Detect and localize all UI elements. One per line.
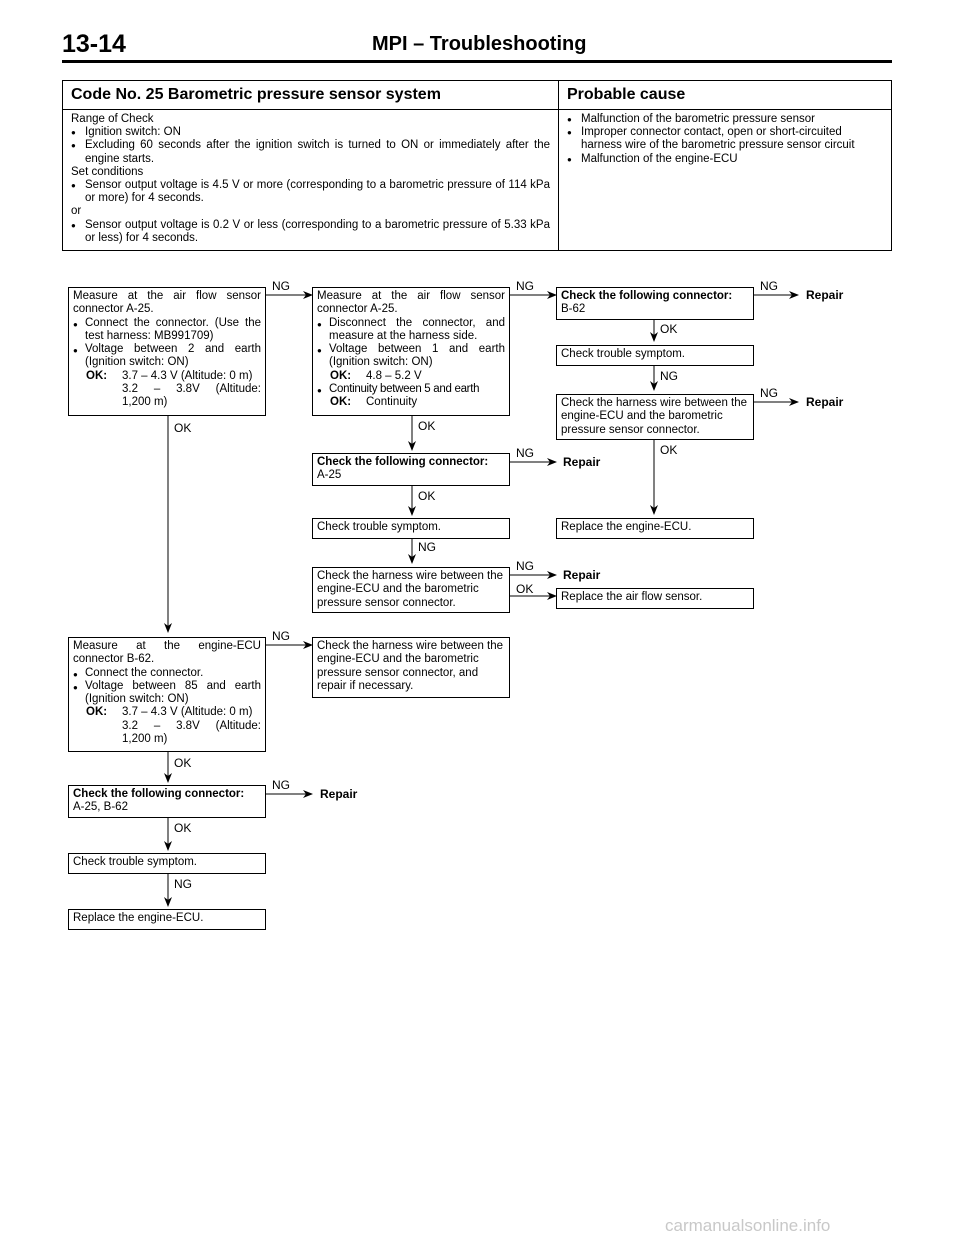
box-sub: A-25 [317, 469, 342, 482]
box-sub: B-62 [561, 303, 586, 316]
ok-spec [73, 370, 261, 383]
flow-box-check-connector-a25 [312, 453, 510, 486]
ok-value: 3.7 – 4.3 V (Altitude: 0 m) [122, 369, 253, 382]
set-label: Set conditions [71, 165, 144, 178]
flow-box-measure-afs-harness [312, 287, 510, 416]
box-title: Measure at the air flow sensor connector A-25. [317, 290, 505, 316]
box-title: Measure at the engine-ECU connector B-62. [73, 640, 261, 666]
set-item: ● Sensor output voltage is 4.5 V or more (corresponding to a barometric pressure of 114 kPa or more) for 4 seconds. [71, 179, 550, 205]
flow-box-check-harness: Check the harness wire between the engine-ECU and the barometric pressure sensor connector. [312, 567, 510, 613]
flow-box-measure-ecu [68, 637, 266, 752]
range-item: ● Excluding 60 seconds after the ignition switch is turned to ON or immediately after the engine starts. [71, 139, 550, 165]
ok-label: OK [174, 821, 192, 835]
ng-label: NG [272, 629, 290, 643]
flow-box-check-symptom: Check trouble symptom. [68, 853, 266, 874]
set-item: ● Sensor output voltage is 0.2 V or less (corresponding to a barometric pressure of 5.33 kPa or less) for 4 seconds. [71, 219, 550, 245]
repair-label: Repair [563, 568, 601, 582]
ng-label: NG [516, 559, 534, 573]
flow-box-replace-ecu: Replace the engine-ECU. [68, 909, 266, 930]
ok-value: 1,200 m) [122, 733, 168, 746]
watermark: carmanualsonline.info [665, 1216, 831, 1235]
flow-box-check-connector-b62 [556, 287, 754, 320]
ok-label: OK [418, 419, 436, 433]
ng-label: NG [418, 540, 436, 554]
ok-value: Continuity [366, 396, 418, 409]
box-item: ● Voltage between 2 and earth (Ignition switch: ON) [73, 343, 261, 370]
ok-label: OK [660, 322, 678, 336]
cause-item: ● Improper connector contact, open or short-circuited harness wire of the barometric pressure sensor circuit [567, 126, 883, 152]
ok-label: OK [174, 756, 192, 770]
box-item: ● Voltage between 85 and earth (Ignition switch: ON) [73, 680, 261, 707]
ok-value: 4.8 – 5.2 V [366, 369, 422, 382]
box-sub: A-25, B-62 [73, 801, 128, 814]
ok-spec-cont [73, 720, 261, 733]
ng-label: NG [174, 877, 192, 891]
ok-spec [317, 370, 505, 383]
ok-value: 3.7 – 4.3 V (Altitude: 0 m) [122, 706, 253, 719]
repair-label: Repair [320, 787, 358, 801]
box-title: Check the following connector: [317, 456, 489, 468]
ok-spec [317, 396, 505, 409]
flow-box-check-harness: Check the harness wire between the engine-ECU and the barometric pressure sensor connector. [556, 394, 754, 440]
ok-key: OK: [86, 369, 108, 382]
repair-label: Repair [563, 455, 601, 469]
ng-label: NG [760, 386, 778, 400]
ok-value: 3.2 – 3.8V (Altitude: [122, 719, 261, 732]
cause-item: ● Malfunction of the engine-ECU [567, 153, 883, 166]
ok-label: OK [174, 421, 192, 435]
ng-label: NG [272, 778, 290, 792]
ok-value: 3.2 – 3.8V (Altitude: [122, 383, 261, 396]
flow-box-measure-afs [68, 287, 266, 416]
box-item: ● Voltage between 1 and earth (Ignition switch: ON) [317, 343, 505, 370]
ok-label: OK [660, 443, 678, 457]
cause-item: ● Malfunction of the barometric pressure sensor [567, 113, 883, 126]
flow-box-check-symptom: Check trouble symptom. [556, 345, 754, 366]
flow-box-replace-afs: Replace the air flow sensor. [556, 588, 754, 609]
ok-key: OK: [330, 369, 352, 382]
repair-label: Repair [806, 288, 844, 302]
ng-label: NG [760, 279, 778, 293]
flow-box-check-harness-repair: Check the harness wire between the engine-ECU and the barometric pressure sensor connector, and repair if necessary. [312, 637, 510, 698]
ok-label: OK [418, 489, 436, 503]
flow-box-replace-ecu: Replace the engine-ECU. [556, 518, 754, 539]
ok-key: OK: [86, 706, 108, 719]
ok-key: OK: [330, 396, 352, 409]
box-title: Check the following connector: [561, 290, 733, 302]
table-header-cause: Probable cause [559, 81, 892, 110]
page-title: MPI – Troubleshooting [372, 33, 587, 55]
box-title: Check the following connector: [73, 788, 245, 800]
or-label: or [71, 205, 82, 218]
ng-label: NG [272, 279, 290, 293]
range-label: Range of Check [71, 113, 154, 125]
ng-label: NG [660, 369, 678, 383]
box-item: ● Connect the connector. (Use the test harness: MB991709) [73, 317, 261, 344]
box-item: ● Continuity between 5 and earth [317, 383, 505, 396]
box-item: ● Disconnect the connector, and measure at the harness side. [317, 317, 505, 344]
ok-label: OK [516, 582, 534, 596]
box-item: ● Connect the connector. [73, 667, 261, 680]
ok-spec-cont [73, 383, 261, 396]
ok-value: 1,200 m) [122, 396, 168, 409]
flow-box-check-connector-a25-b62 [68, 785, 266, 818]
ng-label: NG [516, 446, 534, 460]
box-title: Measure at the air flow sensor connector A-25. [73, 290, 261, 316]
ok-spec [73, 706, 261, 719]
ng-label: NG [516, 279, 534, 293]
repair-label: Repair [806, 395, 844, 409]
page-number: 13-14 [62, 30, 126, 58]
table-header-code: Code No. 25 Barometric pressure sensor system [63, 81, 559, 110]
flow-box-check-symptom: Check trouble symptom. [312, 518, 510, 539]
range-item: ● Ignition switch: ON [71, 126, 550, 139]
